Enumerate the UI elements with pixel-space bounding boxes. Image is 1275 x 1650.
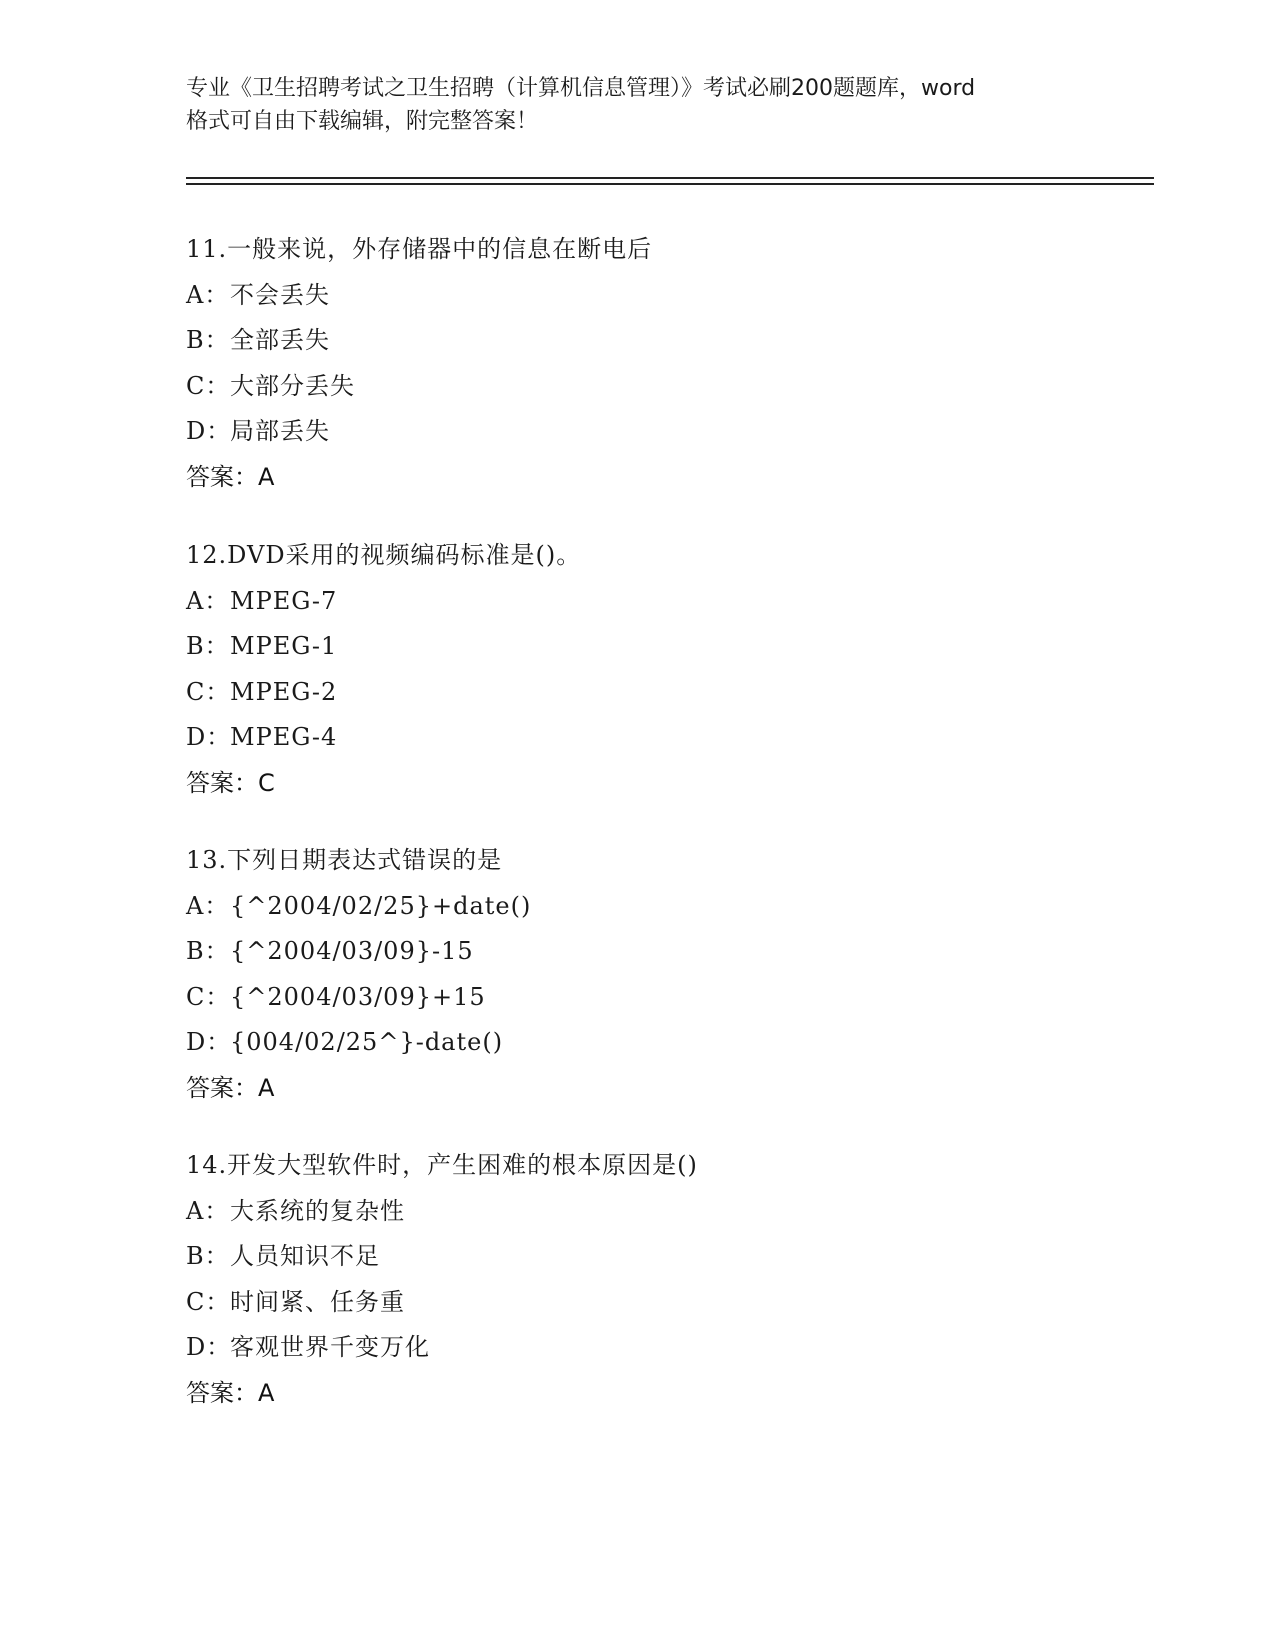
option-letter: C： bbox=[186, 1287, 231, 1316]
option-text: 不会丢失 bbox=[230, 280, 330, 309]
option-text: {^2004/02/25}+date() bbox=[230, 891, 532, 920]
question-11 bbox=[186, 227, 1146, 500]
header-line-1: 专业《卫生招聘考试之卫生招聘（计算机信息管理）》考试必刷200题题库，word bbox=[186, 76, 976, 101]
option-b bbox=[186, 624, 1146, 670]
option-c bbox=[186, 670, 1146, 716]
option-a bbox=[186, 579, 1146, 625]
option-letter: D： bbox=[186, 417, 232, 445]
answer: 答案：C bbox=[186, 768, 275, 797]
option-d bbox=[186, 1325, 1146, 1371]
option-b bbox=[186, 1234, 1146, 1280]
option-text: 时间紧、任务重 bbox=[230, 1287, 405, 1316]
option-d bbox=[186, 1020, 1146, 1066]
answer: 答案：A bbox=[186, 1378, 275, 1407]
option-letter: C： bbox=[186, 371, 231, 400]
option-text: 大系统的复杂性 bbox=[230, 1196, 405, 1225]
option-b bbox=[186, 929, 1146, 975]
answer: 答案：A bbox=[186, 1073, 275, 1102]
option-text: 局部丢失 bbox=[230, 417, 330, 445]
header-line-2: 格式可自由下载编辑，附完整答案！ bbox=[186, 109, 539, 134]
option-text: {004/02/25^}-date() bbox=[230, 1028, 504, 1056]
question-12 bbox=[186, 533, 1146, 806]
option-letter: B： bbox=[186, 326, 230, 354]
option-a bbox=[186, 273, 1146, 319]
option-b bbox=[186, 318, 1146, 364]
answer: 答案：A bbox=[186, 462, 275, 491]
option-letter: C： bbox=[186, 677, 231, 706]
option-d bbox=[186, 715, 1146, 761]
option-text: {^2004/03/09}+15 bbox=[230, 982, 486, 1011]
option-letter: B： bbox=[186, 1242, 230, 1270]
option-text: MPEG-4 bbox=[230, 723, 338, 751]
option-text: MPEG-1 bbox=[230, 632, 338, 660]
option-letter: B： bbox=[186, 632, 230, 660]
option-text: MPEG-7 bbox=[230, 586, 338, 615]
option-c bbox=[186, 1280, 1146, 1326]
header-rule-top bbox=[186, 177, 1154, 179]
option-c bbox=[186, 364, 1146, 410]
option-letter: C： bbox=[186, 982, 231, 1011]
question-stem: 13.下列日期表达式错误的是 bbox=[186, 846, 503, 874]
option-letter: A： bbox=[186, 1196, 230, 1225]
option-text: {^2004/03/09}-15 bbox=[230, 937, 474, 965]
question-stem: 12.DVD采用的视频编码标准是()。 bbox=[186, 541, 582, 569]
option-letter: A： bbox=[186, 891, 230, 920]
option-letter: B： bbox=[186, 937, 230, 965]
option-d bbox=[186, 409, 1146, 455]
option-c bbox=[186, 975, 1146, 1021]
question-13 bbox=[186, 838, 1146, 1111]
option-letter: D： bbox=[186, 1333, 232, 1361]
header-rule-bottom bbox=[186, 183, 1154, 185]
option-letter: A： bbox=[186, 586, 230, 615]
option-a bbox=[186, 1189, 1146, 1235]
option-text: MPEG-2 bbox=[230, 677, 338, 706]
option-letter: A： bbox=[186, 280, 230, 309]
option-a bbox=[186, 884, 1146, 930]
option-text: 大部分丢失 bbox=[230, 371, 355, 400]
question-stem: 14.开发大型软件时，产生困难的根本原因是() bbox=[186, 1151, 698, 1179]
option-text: 客观世界千变万化 bbox=[230, 1333, 430, 1361]
option-letter: D： bbox=[186, 723, 232, 751]
document-header bbox=[186, 72, 1086, 138]
question-stem: 11.一般来说，外存储器中的信息在断电后 bbox=[186, 235, 653, 263]
question-14 bbox=[186, 1143, 1146, 1416]
option-letter: D： bbox=[186, 1028, 232, 1056]
option-text: 全部丢失 bbox=[230, 326, 330, 354]
option-text: 人员知识不足 bbox=[230, 1242, 380, 1270]
